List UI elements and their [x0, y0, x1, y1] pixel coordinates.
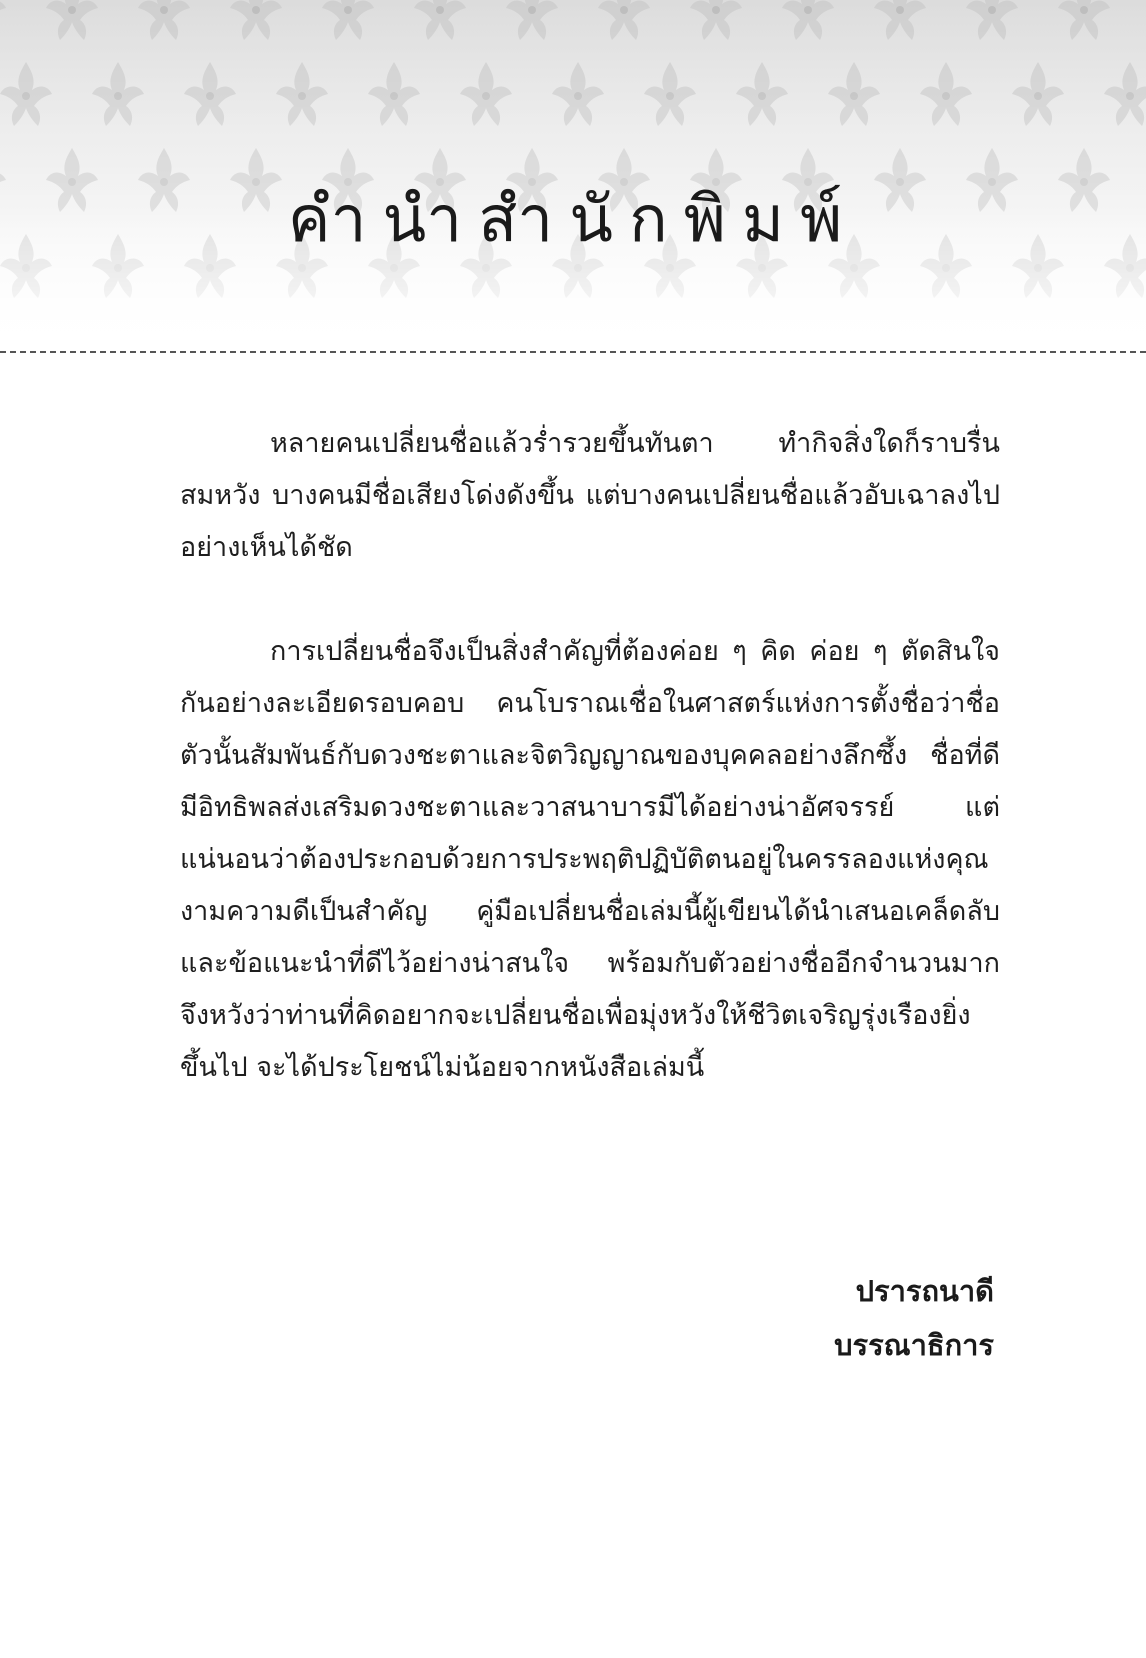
- signature-closing: ปรารถนาดี: [855, 1274, 994, 1308]
- signature-block: [834, 1264, 994, 1372]
- paragraph-2: การเปลี่ยนชื่อจึงเป็นสิ่งสำคัญที่ต้องค่อย ๆ คิด ค่อย ๆ ตัดสินใจกันอย่างละเอียดรอบคอบ คนโบราณเชื่อในศาสตร์แห่งการตั้งชื่อว่าชื่อตัวนั้นสัมพันธ์กับดวงชะตาและจิตวิญญาณของบุคคลอย่างลึกซึ้ง ชื่อที่ดีมีอิทธิพลส่งเสริมดวงชะตาและวาสนาบารมีได้อย่างน่าอัศจรรย์ แต่แน่นอนว่าต้องประกอบด้วยการประพฤติปฏิบัติตนอยู่ในครรลองแห่งคุณงามความดีเป็นสำคัญ คู่มือเปลี่ยนชื่อเล่มนี้ผู้เขียนได้นำเสนอเคล็ดลับและข้อแนะนำที่ดีไว้อย่างน่าสนใจ พร้อมกับตัวอย่างชื่ออีกจำนวนมาก จึงหวังว่าท่านที่คิดอยากจะเปลี่ยนชื่อเพื่อมุ่งหวังให้ชีวิตเจริญรุ่งเรืองยิ่งขึ้นไป จะได้ประโยชน์ไม่น้อยจากหนังสือเล่มนี้: [180, 636, 1000, 1083]
- dashed-divider: [0, 351, 1146, 353]
- header-band: [0, 0, 1146, 352]
- page-title: คำนำสำนักพิมพ์: [287, 183, 859, 257]
- damask-pattern-background: [0, 0, 1146, 352]
- paragraph-1: หลายคนเปลี่ยนชื่อแล้วร่ำรวยขึ้นทันตา ทำกิจสิ่งใดก็ราบรื่นสมหวัง บางคนมีชื่อเสียงโด่งดังขึ้น แต่บางคนเปลี่ยนชื่อแล้วอับเฉาลงไปอย่างเห็นได้ชัด: [180, 428, 1000, 563]
- preface-body: [180, 418, 1000, 1094]
- signature-role: บรรณาธิการ: [834, 1328, 994, 1362]
